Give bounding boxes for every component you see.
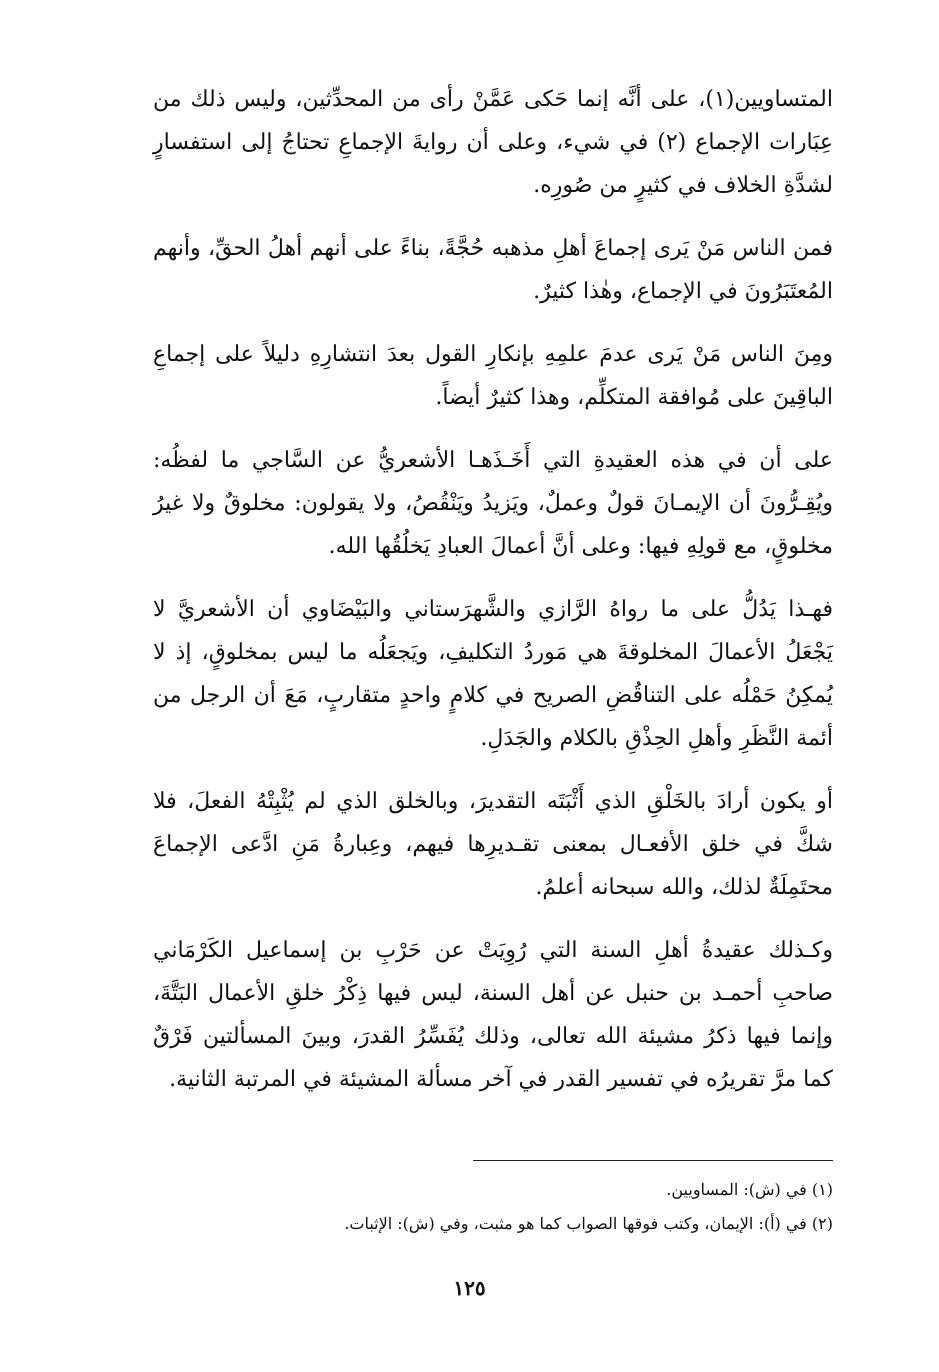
paragraph: ومِنَ الناس مَنْ يَرى عدمَ علمِهِ بإنكارِ القول بعدَ انتشارِهِ دليلاً على إجماعِ الباقِينَ على مُوافقة المتكلِّم، وهذا كثيرٌ أيضاً. — [153, 342, 833, 410]
paragraph: فهـذا يَدُلُّ على ما رواهُ الرَّازي والشَّهرَستاني والبَيْضَاوي أن الأشعريَّ لا يَجْعَلُ الأعمالَ المخلوقةَ هي مَوردُ التكليفِ، ويَجعَلُه ما ليس بمخلوقٍ، إذ لا يُمكِنُ حَمْلُه على التناقُضِ الصريح في كلامٍ واحدٍ متقاربٍ، مَعَ أن الرجل من أئمة النَّظَرِ وأهلِ الحِذْقِ بالكلام والجَدَلِ. — [153, 597, 833, 751]
footnote: (٢) في (أ): الإيمان، وكتب فوقها الصواب كما هو مثبت، وفي (ش): الإثبات. — [344, 1214, 833, 1233]
paragraph: فمن الناس مَنْ يَرى إجماعَ أهلِ مذهبه حُجَّةً، بناءً على أنهم أهلُ الحقِّ، وأنهم المُعتَبَرُونَ في الإجماع، وهٰذا كثيرٌ. — [153, 236, 833, 304]
paragraph: أو يكون أرادَ بالخَلْقِ الذي أَثْبَتَه التقديرَ، وبالخلق الذي لم يُثْبِتْهُ الفعلَ، فلا شكَّ في خلق الأفعـال بمعنى تقـديرِها فيهم، وعِبارةُ مَنِ ادَّعى الإجماعَ محتَمِلَةٌ لذلك، والله سبحانه أعلمُ. — [153, 789, 833, 900]
paragraph: وكـذلك عقيدةُ أهلِ السنة التي رُوِيَتْ عن حَرْبِ بن إسماعيل الكَرْمَاني صاحبِ أحمـد بن حنبل عن أهل السنة، ليس فيها ذِكْرُ خلقِ الأعمال البَتَّةَ، وإنما فيها ذكرُ مشيئة الله تعالى، وذلك يُفَسِّرُ القدرَ، وبينَ المسألتين فَرْقٌ كما مرَّ تقريرُه في تفسير القدر في آخر مسألة المشيئة في المرتبة الثانية. — [153, 938, 833, 1092]
page-number: ١٢٥ — [453, 1276, 486, 1300]
footnote-divider — [473, 1160, 833, 1161]
paragraph: على أن في هذه العقيدةِ التي أَخَـذَهـا الأشعريُّ عن السَّاجي ما لفظُه: ويُقِـرُّونَ أن الإيمـانَ قولٌ وعملٌ، ويَزيدُ ويَنْقُصُ، ولا يقولون: مخلوقٌ ولا غيرُ مخلوقٍ، مع قولِهِ فيها: وعلى أنَّ أعمالَ العبادِ يَخلُقُها الله. — [153, 448, 833, 559]
footnote: (١) في (ش): المساويين. — [666, 1180, 833, 1199]
main-text — [153, 78, 833, 1101]
paragraph: المتساويين(١)، على أنَّه إنما حَكى عَمَّنْ رأى من المحدِّثين، وليس ذلك من عِبَارات الإجماع (٢) في شيء، وعلى أن روايةَ الإجماعِ تحتاجُ إلى استفسارٍ لشدَّةِ الخلاف في كثيرٍ من صُورِه. — [153, 87, 833, 198]
footnotes-section — [153, 1160, 833, 1241]
